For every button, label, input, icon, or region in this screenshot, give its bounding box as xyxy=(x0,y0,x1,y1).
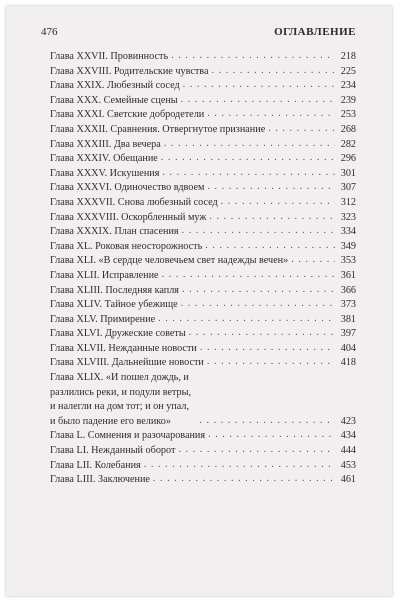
dot-leader xyxy=(164,137,335,152)
toc-entry-page: 253 xyxy=(340,109,356,121)
dot-leader xyxy=(181,297,335,312)
toc-entry-title: Глава XLI. «В сердце человечьем свет надежды вечен» xyxy=(50,255,289,267)
dot-leader xyxy=(208,428,335,443)
toc-entry xyxy=(50,327,356,342)
toc-entry-page: 397 xyxy=(340,328,356,340)
toc-entry-page: 334 xyxy=(340,226,356,238)
toc-entry xyxy=(50,342,356,357)
toc-entry-title: Глава XLIII. Последняя капля xyxy=(50,284,179,296)
dot-leader xyxy=(200,341,335,356)
toc-entry-title: Глава LI. Нежданный оборот xyxy=(50,445,176,457)
dot-leader xyxy=(212,64,336,79)
toc-entry xyxy=(50,65,356,80)
toc-entry-page: 404 xyxy=(340,342,356,354)
dot-leader xyxy=(199,414,335,429)
table-of-contents xyxy=(50,50,356,488)
toc-entry xyxy=(50,356,356,371)
toc-entry-title: Глава XXXII. Сравнения. Отвергнутое признание xyxy=(50,123,266,135)
toc-entry-title: Глава XXXVI. Одиночество вдвоем xyxy=(50,182,205,194)
section-title: ОГЛАВЛЕНИЕ xyxy=(274,26,356,38)
toc-entry-title: Глава XLVIII. Дальнейшие новости xyxy=(50,357,204,369)
toc-entry xyxy=(50,225,356,240)
toc-entry-page: 366 xyxy=(340,284,356,296)
dot-leader xyxy=(207,107,335,122)
toc-entry-title: Глава L. Сомнения и разочарования xyxy=(50,430,206,442)
page-number: 476 xyxy=(41,26,58,38)
toc-entry-title: Глава LII. Колебания xyxy=(50,459,141,471)
running-header xyxy=(41,26,356,38)
dot-leader xyxy=(181,93,335,108)
toc-entry xyxy=(50,94,356,109)
toc-entry xyxy=(50,444,356,459)
toc-entry-title: Глава XLIX. «И пошел дождь, и разлились реки, и подули ветры, и налегли на дом тот; и он упал, и было падение его велико» xyxy=(50,372,192,427)
toc-entry xyxy=(50,123,356,138)
toc-entry-page: 234 xyxy=(340,80,356,92)
dot-leader xyxy=(162,166,335,181)
dot-leader xyxy=(144,458,335,473)
toc-entry-page: 301 xyxy=(340,167,356,179)
dot-leader xyxy=(205,239,335,254)
toc-entry-title: Глава XXXI. Светские добродетели xyxy=(50,109,205,121)
toc-entry-title: Глава XXVIII. Родительские чувства xyxy=(50,65,209,77)
toc-entry xyxy=(50,108,356,123)
toc-entry-page: 434 xyxy=(340,430,356,442)
dot-leader xyxy=(268,122,335,137)
toc-entry-title: Глава XLV. Примирение xyxy=(50,313,156,325)
dot-leader xyxy=(158,312,335,327)
dot-leader xyxy=(171,49,335,64)
toc-entry xyxy=(50,298,356,313)
toc-entry xyxy=(50,196,356,211)
toc-entry-title: Глава XLVII. Нежданные новости xyxy=(50,342,197,354)
toc-entry-title: Глава XXXVII. Снова любезный сосед xyxy=(50,196,218,208)
toc-entry-title: Глава XLVI. Дружеские советы xyxy=(50,328,186,340)
toc-entry-page: 461 xyxy=(340,474,356,486)
dot-leader xyxy=(207,355,335,370)
toc-entry-page: 381 xyxy=(340,313,356,325)
toc-entry-title: Глава XXXV. Искушения xyxy=(50,167,160,179)
toc-entry xyxy=(50,284,356,299)
dot-leader xyxy=(162,268,335,283)
toc-entry-title: Глава XXVII. Провинность xyxy=(50,51,169,62)
book-page xyxy=(6,6,392,596)
toc-entry-page: 353 xyxy=(340,255,356,267)
toc-entry xyxy=(50,152,356,167)
toc-entry xyxy=(50,459,356,474)
toc-entry-title: Глава XXXVIII. Оскорбленный муж xyxy=(50,211,207,223)
toc-entry xyxy=(50,371,356,429)
dot-leader xyxy=(182,283,335,298)
toc-entry xyxy=(50,79,356,94)
toc-entry-page: 373 xyxy=(340,299,356,311)
dot-leader xyxy=(183,78,335,93)
toc-entry-page: 312 xyxy=(340,196,356,208)
toc-entry-title: Глава XXXIV. Обещание xyxy=(50,153,158,165)
toc-entry-page: 361 xyxy=(340,269,356,281)
toc-entry-page: 423 xyxy=(340,415,356,427)
toc-entry-title: Глава XXX. Семейные сцены xyxy=(50,94,178,106)
toc-entry-title: Глава XXIX. Любезный сосед xyxy=(50,80,180,92)
toc-entry-title: Глава LIII. Заключение xyxy=(50,474,150,486)
dot-leader xyxy=(178,443,335,458)
toc-entry xyxy=(50,313,356,328)
toc-entry xyxy=(50,473,356,488)
dot-leader xyxy=(221,195,335,210)
toc-entry xyxy=(50,240,356,255)
dot-leader xyxy=(209,210,335,225)
toc-entry-page: 349 xyxy=(340,240,356,252)
toc-entry-page: 296 xyxy=(340,153,356,165)
toc-entry-title: Глава XXXIII. Два вечера xyxy=(50,138,161,150)
dot-leader xyxy=(189,326,335,341)
toc-entry-page: 307 xyxy=(340,182,356,194)
toc-entry-page: 418 xyxy=(340,357,356,369)
toc-entry-page: 453 xyxy=(340,459,356,471)
toc-entry-title: Глава XXXIX. План спасения xyxy=(50,226,179,238)
toc-entry xyxy=(50,50,356,65)
dot-leader xyxy=(207,180,335,195)
toc-entry-page: 323 xyxy=(340,211,356,223)
toc-entry-page: 218 xyxy=(340,51,356,62)
dot-leader xyxy=(182,224,335,239)
toc-entry-title: Глава XL. Роковая неосторожность xyxy=(50,240,203,252)
dot-leader xyxy=(291,253,335,268)
toc-entry-page: 282 xyxy=(340,138,356,150)
toc-entry-page: 268 xyxy=(340,123,356,135)
toc-entry xyxy=(50,211,356,226)
toc-entry-page: 444 xyxy=(340,445,356,457)
toc-entry xyxy=(50,138,356,153)
toc-entry xyxy=(50,429,356,444)
toc-entry-title: Глава XLIV. Тайное убежище xyxy=(50,299,178,311)
toc-entry xyxy=(50,181,356,196)
toc-entry-page: 239 xyxy=(340,94,356,106)
dot-leader xyxy=(153,472,335,487)
toc-entry-title: Глава XLII. Исправление xyxy=(50,269,159,281)
toc-entry-page: 225 xyxy=(340,65,356,77)
toc-entry xyxy=(50,269,356,284)
toc-entry xyxy=(50,254,356,269)
dot-leader xyxy=(161,151,335,166)
toc-entry xyxy=(50,167,356,182)
